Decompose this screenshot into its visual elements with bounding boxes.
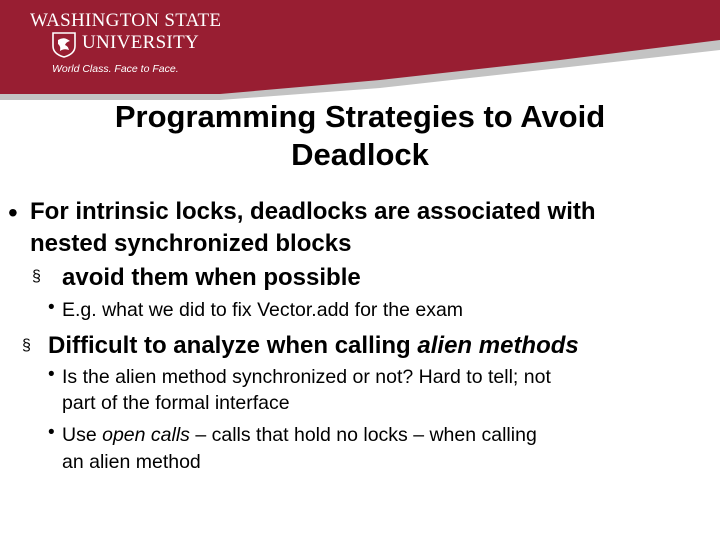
sub-sub-bullet-2-line-1: Is the alien method synchronized or not? Hard to tell; not [62, 366, 551, 388]
dot-bullet-icon: • [48, 422, 55, 443]
sub-bullet-2-text: Difficult to analyze when calling [48, 332, 418, 359]
sub-bullet-1: avoid them when possible [62, 264, 361, 291]
sub-sub-bullet-3-line-2: an alien method [62, 451, 201, 473]
title-line-2: Deadlock [291, 137, 429, 172]
sub-sub-bullet-1: E.g. what we did to fix Vector.add for the exam [62, 299, 464, 321]
sub-bullet-2 [48, 330, 579, 362]
university-logo [30, 10, 222, 80]
sub-bullet-square-icon: § [22, 337, 31, 354]
title-line-1: Programming Strategies to Avoid [114, 99, 606, 134]
logo-tagline: World Class. Face to Face. [52, 63, 179, 75]
sub-bullet-square-icon: § [32, 268, 41, 285]
open-calls-prefix: Use [62, 424, 103, 446]
open-calls-suffix: – calls that hold no locks – when calling [189, 424, 537, 446]
sub-sub-bullet-3-line-1 [62, 422, 537, 448]
dot-bullet-icon: • [48, 297, 55, 318]
sub-sub-bullet-2-line-2: part of the formal interface [62, 392, 290, 414]
slide-title [40, 98, 680, 174]
cougar-seal-icon [52, 32, 76, 58]
dot-bullet-icon: • [48, 364, 55, 385]
bullet-1-line-2: nested synchronized blocks [30, 230, 352, 257]
open-calls-term: open calls [102, 424, 190, 446]
logo-text-line1: WASHINGTON STATE [30, 10, 222, 31]
bullet-dot-icon: • [8, 197, 18, 228]
bullet-1-line-1: For intrinsic locks, deadlocks are associated with [30, 198, 596, 225]
logo-text-line2: UNIVERSITY [82, 32, 199, 53]
alien-methods-term: alien methods [417, 332, 579, 359]
